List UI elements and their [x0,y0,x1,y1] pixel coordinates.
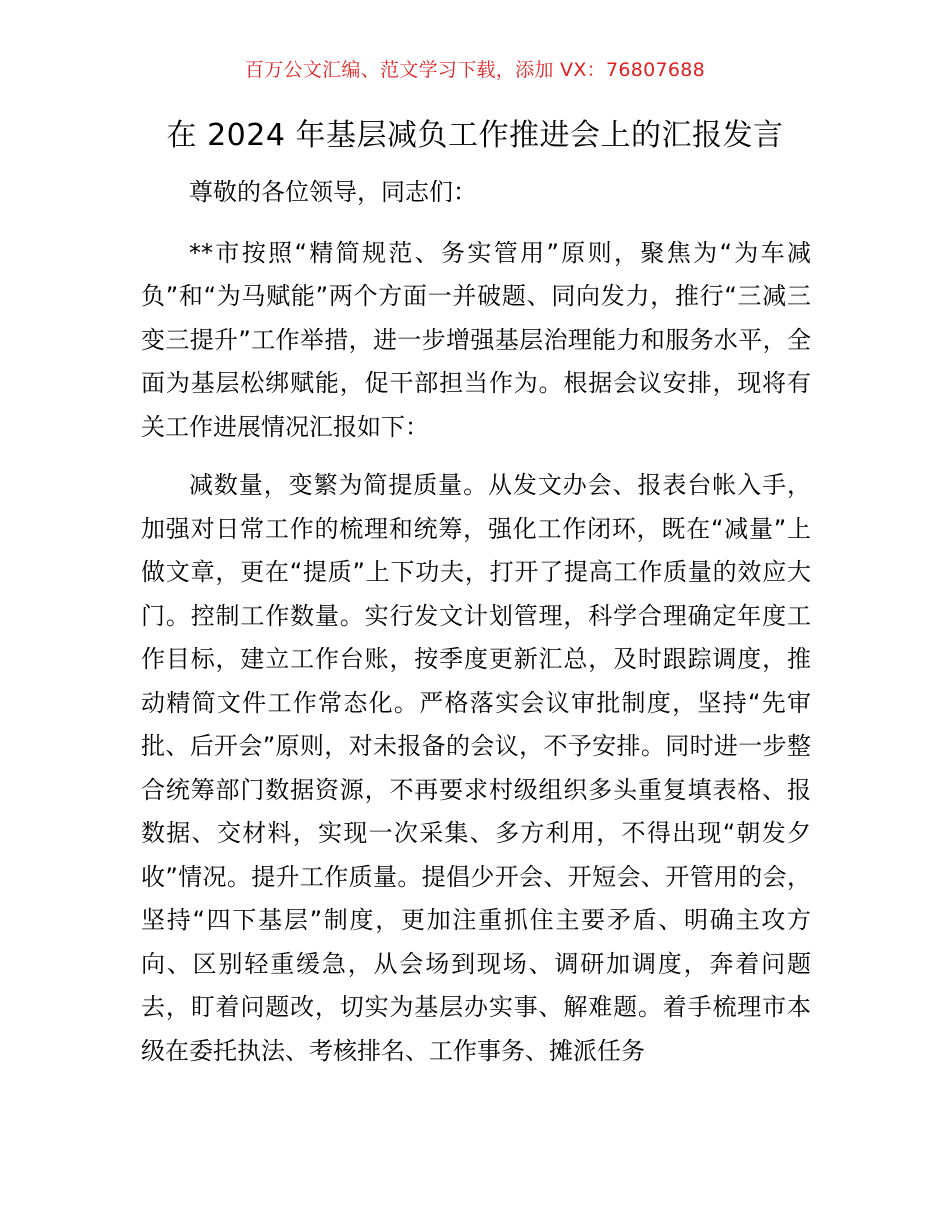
paragraph-intro: **市按照“精简规范、务实管用”原则，聚焦为“为车减负”和“为马赋能”两个方面一并破题、同向发力，推行“三减三变三提升”工作举措，进一步增强基层治理能力和服务水平，全面为基层松绑赋能，促干部担当作为。根据会议安排，现将有关工作进展情况汇报如下： [141,238,811,441]
paragraph-reduce-quantity: 减数量，变繁为简提质量。从发文办会、报表台帐入手，加强对日常工作的梳理和统筹，强化工作闭环，既在“减量”上做文章，更在“提质”上下功夫，打开了提高工作质量的效应大门。控制工作数量。实行发文计划管理，科学合理确定年度工作目标，建立工作台账，按季度更新汇总，及时跟踪调度，推动精简文件工作常态化。严格落实会议审批制度，坚持“先审批、后开会”原则，对未报备的会议，不予安排。同时进一步整合统筹部门数据资源，不再要求村级组织多头重复填表格、报数据、交材料，实现一次采集、多方利用，不得出现“朝发夕收”情况。提升工作质量。提倡少开会、开短会、开管用的会，坚持“四下基层”制度，更加注重抓住主要矛盾、明确主攻方向、区别轻重缓急，从会场到现场、调研加调度，奔着问题去，盯着问题改，切实为基层办实事、解难题。着手梳理市本级在委托执法、考核排名、工作事务、摊派任务 [141,471,811,1065]
salutation: 尊敬的各位领导，同志们： [189,178,477,206]
document-title: 在 2024 年基层减负工作推进会上的汇报发言 [166,118,784,153]
watermark-header: 百万公文汇编、范文学习下载，添加 VX：76807688 [244,59,706,81]
document-body [141,171,811,1073]
